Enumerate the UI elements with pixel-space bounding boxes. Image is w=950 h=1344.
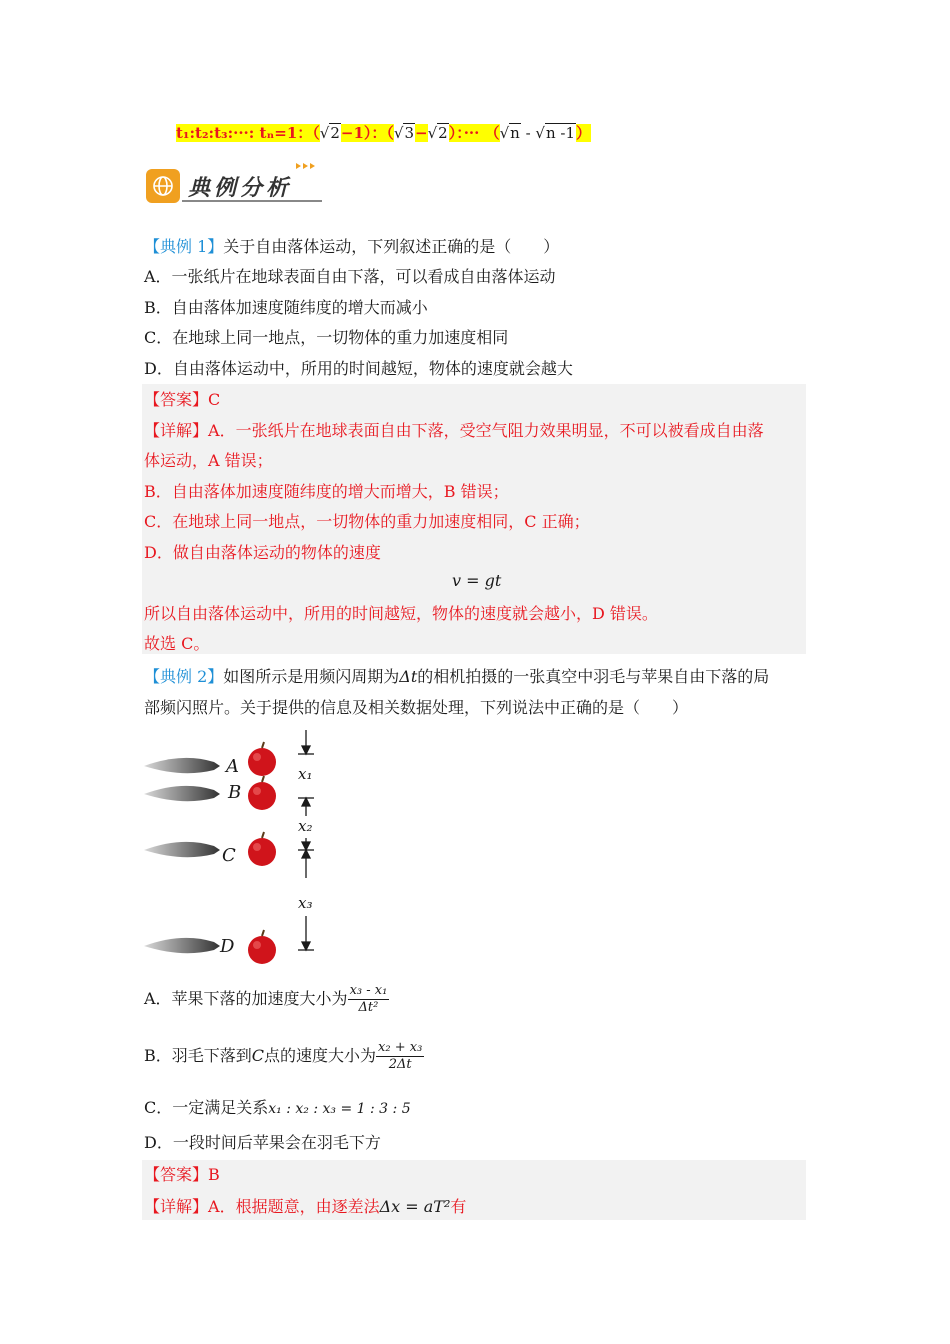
distance-markers [298, 730, 314, 950]
example1-question [144, 236, 559, 258]
example1-answer [144, 389, 220, 411]
formula-prefix: t₁:t₂:t₃:···: tₙ=1：（ [176, 124, 320, 142]
example1-detail-4: C．在地球上同一地点，一切物体的重力加速度相同，C 正确； [144, 512, 590, 531]
label-a: A [226, 756, 239, 777]
section-banner [146, 163, 326, 209]
option-a-fraction [348, 983, 390, 1016]
label-c: C [222, 845, 236, 866]
label-x3: x₃ [298, 894, 313, 912]
sqrt-2: √2 [319, 124, 340, 142]
option-b-fraction [376, 1040, 424, 1073]
example2-option-d: D．一段时间后苹果会在羽毛下方 [144, 1133, 381, 1152]
detail-tail: 有 [450, 1197, 467, 1216]
example1-detail-1 [144, 420, 764, 442]
detail-tag-2: 【详解】 [144, 1197, 209, 1216]
option-b-c: C [251, 1046, 265, 1065]
feather-icon [144, 758, 220, 953]
option-a-den: Δt² [358, 1000, 379, 1015]
answer-tag: 【答案】 [144, 390, 209, 409]
example1-option-a: A．一张纸片在地球表面自由下落，可以看成自由落体运动 [144, 267, 556, 286]
option-b-text-b: 点的速度大小为 [264, 1046, 377, 1065]
section-title: 典例分析 [188, 176, 293, 201]
label-x2: x₂ [298, 817, 313, 835]
detail-equation: Δx = aT² [379, 1197, 451, 1216]
sqrt-n-1-value: n -1 [545, 124, 576, 142]
example1-detail-2: 体运动，A 错误； [144, 451, 273, 470]
detail-line-2: A．根据题意，由逐差法 [208, 1197, 380, 1216]
sqrt-n-1: √n -1 [535, 124, 576, 142]
example1-equation: v = gt [452, 571, 502, 590]
example2-tag: 【典例 2】 [144, 667, 224, 686]
example2-option-a [144, 980, 389, 1018]
option-a-text: A．苹果下落的加速度大小为 [144, 989, 348, 1008]
answer-value-2: B [208, 1165, 220, 1184]
detail-tag: 【详解】 [144, 421, 209, 440]
answer-value: C [208, 390, 221, 409]
sqrt-2b: √2 [427, 124, 448, 142]
sqrt-n: √n [499, 124, 520, 142]
formula-part-2: − [415, 124, 428, 142]
sqrt-2-value: 2 [330, 124, 340, 142]
answer-tag-2: 【答案】 [144, 1165, 209, 1184]
option-c-text: C．一定满足关系 [144, 1098, 269, 1117]
formula-part-3: ）：··· （ [448, 124, 500, 142]
label-b: B [228, 782, 242, 803]
example1-tag: 【典例 1】 [144, 237, 224, 256]
example1-option-c: C．在地球上同一地点，一切物体的重力加速度相同 [144, 328, 509, 347]
example2-q-b: 的相机拍摄的一张真空中羽毛与苹果自由下落的局 [417, 667, 770, 686]
example1-final: 故选 C。 [144, 634, 210, 653]
example2-question-1 [144, 666, 769, 688]
label-x1: x₁ [298, 765, 313, 783]
sqrt-2b-value: 2 [438, 124, 448, 142]
freefall-figure [142, 728, 342, 973]
example1-question-text: 关于自由落体运动，下列叙述正确的是（ ） [223, 237, 560, 256]
apple-icon [248, 742, 276, 964]
example1-option-b: B．自由落体加速度随纬度的增大而减小 [144, 298, 428, 317]
example2-answer [144, 1164, 220, 1186]
sqrt-3-value: 3 [404, 124, 414, 142]
formula-part-5: ） [576, 124, 592, 142]
example2-question-2: 部频闪照片。关于提供的信息及相关数据处理，下列说法中正确的是（ ） [144, 698, 689, 717]
formula-part-1: −1）：（ [340, 124, 394, 142]
example2-q-a: 如图所示是用频闪周期为 [223, 667, 400, 686]
sqrt-n-value: n [510, 124, 520, 142]
example2-dt: Δt [399, 667, 418, 686]
example2-option-c [144, 1097, 411, 1120]
option-c-relation: x₁ : x₂ : x₃ = 1 : 3 : 5 [268, 1101, 411, 1117]
sqrt-3: √3 [393, 124, 414, 142]
example1-conclusion: 所以自由落体运动中，所用的时间越短，物体的速度就会越小，D 错误。 [144, 604, 658, 623]
option-b-den: 2Δt [388, 1057, 412, 1072]
example2-detail [144, 1196, 466, 1218]
detail-line-1: A．一张纸片在地球表面自由下落，受空气阻力效果明显，不可以被看成自由落 [208, 421, 764, 440]
option-b-text-a: B．羽毛下落到 [144, 1046, 252, 1065]
formula-part-4: - [520, 124, 536, 142]
example2-option-b [144, 1037, 424, 1075]
example1-detail-5: D．做自由落体运动的物体的速度 [144, 543, 381, 562]
option-a-num: x₃ - x₁ [349, 983, 388, 998]
ratio-formula [176, 120, 591, 146]
example1-detail-3: B．自由落体加速度随纬度的增大而增大，B 错误； [144, 482, 509, 501]
example1-option-d: D．自由落体运动中，所用的时间越短，物体的速度就会越大 [144, 359, 573, 378]
option-b-num: x₂ + x₃ [378, 1040, 423, 1055]
label-d: D [220, 936, 235, 957]
